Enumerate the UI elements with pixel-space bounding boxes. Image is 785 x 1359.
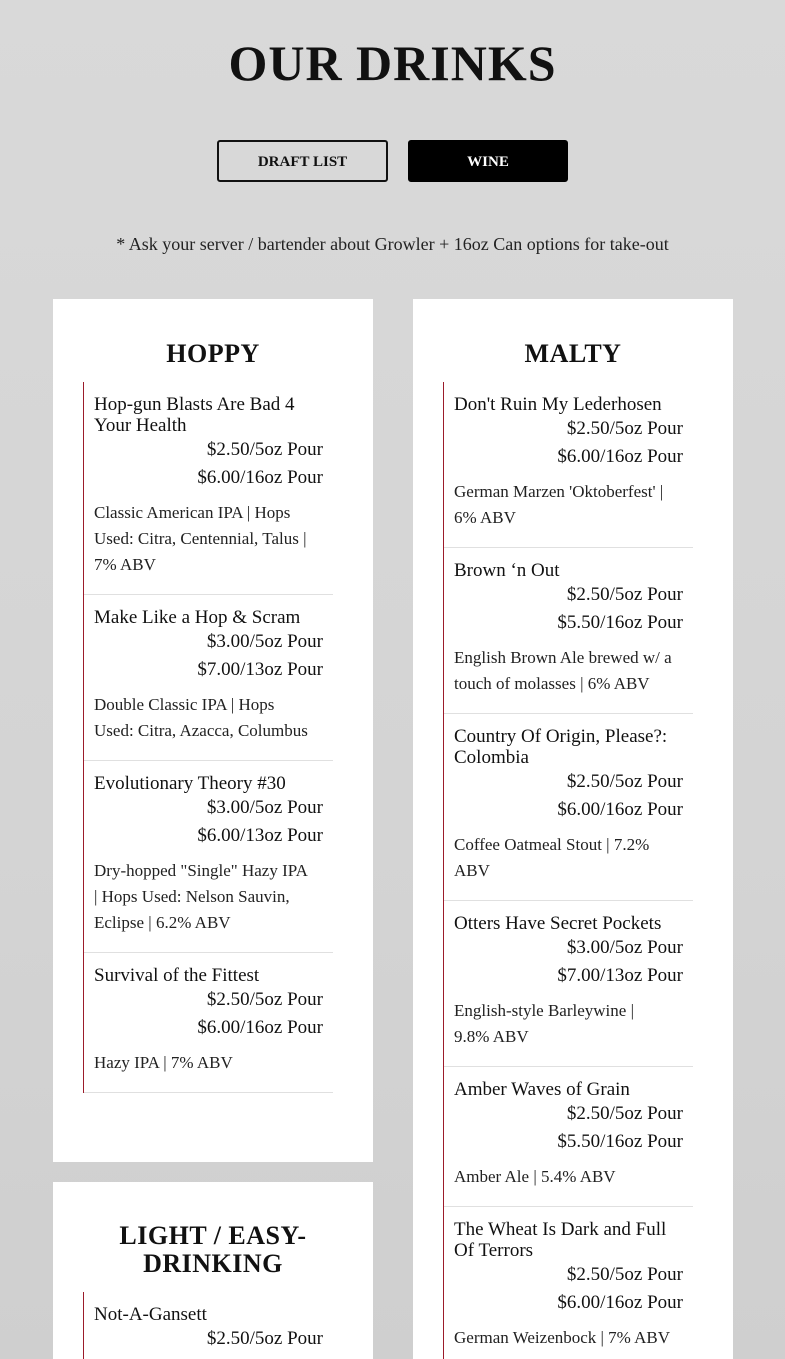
drink-price: $2.50/5oz Pour <box>206 989 323 1010</box>
drink-price: $5.50/16oz Pour <box>557 1131 683 1152</box>
drink-description: Amber Ale | 5.4% ABV <box>454 1167 616 1186</box>
drink-list-hoppy <box>83 382 333 1093</box>
drink-description: Hazy IPA | 7% ABV <box>94 1053 233 1072</box>
drink-description: English-style Barleywine | 9.8% ABV <box>454 1001 634 1046</box>
section-card-light <box>53 1182 373 1359</box>
drink-price: $2.50/5oz Pour <box>566 1103 683 1124</box>
drink-price: $2.50/5oz Pour <box>206 1328 323 1349</box>
drink-price: $6.00/16oz Pour <box>557 1292 683 1313</box>
drink-item <box>444 382 693 548</box>
drink-price: $6.00/16oz Pour <box>197 467 323 488</box>
drink-price: $6.00/13oz Pour <box>197 825 323 846</box>
drink-price: $6.00/16oz Pour <box>197 1017 323 1038</box>
drink-description: German Marzen 'Oktoberfest' | 6% ABV <box>454 482 664 527</box>
section-title-malty: MALTY <box>524 339 622 368</box>
drink-name: Amber Waves of Grain <box>454 1079 630 1100</box>
drink-item <box>84 382 333 595</box>
drink-name: Not-A-Gansett <box>94 1304 207 1325</box>
takeout-note: * Ask your server / bartender about Growler + 16oz Can options for take-out <box>116 234 669 254</box>
drink-price: $7.00/13oz Pour <box>557 965 683 986</box>
drink-item <box>444 1207 693 1359</box>
drink-name: Country Of Origin, Please?: Colombia <box>454 726 668 768</box>
drink-name: The Wheat Is Dark and Full Of Terrors <box>454 1219 667 1261</box>
page-title: OUR DRINKS <box>228 35 557 91</box>
drink-item <box>444 901 693 1067</box>
drink-item <box>84 761 333 953</box>
drink-name: Hop-gun Blasts Are Bad 4 Your Health <box>94 394 295 436</box>
section-card-malty <box>413 299 733 1359</box>
tab-wine[interactable]: WINE <box>408 140 568 182</box>
drink-name: Evolutionary Theory #30 <box>94 773 286 794</box>
drink-description: English Brown Ale brewed w/ a touch of molasses | 6% ABV <box>454 648 672 693</box>
drink-description: Classic American IPA | Hops Used: Citra, Centennial, Talus | 7% ABV <box>94 503 307 574</box>
drink-price: $7.00/13oz Pour <box>197 659 323 680</box>
drink-price: $2.50/5oz Pour <box>566 1264 683 1285</box>
drink-item <box>84 595 333 761</box>
drink-description: Dry-hopped "Single" Hazy IPA | Hops Used: Nelson Sauvin, Eclipse | 6.2% ABV <box>94 861 307 932</box>
drink-description: German Weizenbock | 7% ABV <box>454 1328 671 1347</box>
drink-item <box>444 1067 693 1207</box>
drink-price: $3.00/5oz Pour <box>206 631 323 652</box>
drink-name: Otters Have Secret Pockets <box>454 913 662 934</box>
drink-name: Don't Ruin My Lederhosen <box>454 394 662 415</box>
drink-description: Coffee Oatmeal Stout | 7.2% ABV <box>454 835 650 880</box>
drink-price: $2.50/5oz Pour <box>566 584 683 605</box>
drink-price: $2.50/5oz Pour <box>206 439 323 460</box>
drink-price: $6.00/16oz Pour <box>557 446 683 467</box>
drink-price: $3.00/5oz Pour <box>566 937 683 958</box>
drink-list-malty <box>443 382 693 1359</box>
drink-item <box>84 953 333 1093</box>
section-title-hoppy: HOPPY <box>166 339 260 368</box>
drink-description: Double Classic IPA | Hops Used: Citra, Azacca, Columbus <box>94 695 308 740</box>
drink-item <box>444 548 693 714</box>
drink-price: $5.50/16oz Pour <box>557 612 683 633</box>
drink-name: Brown ‘n Out <box>454 560 560 581</box>
tab-draft-list[interactable]: DRAFT LIST <box>217 140 388 182</box>
drink-item <box>444 714 693 901</box>
drink-price: $3.00/5oz Pour <box>206 797 323 818</box>
section-title-light: LIGHT / EASY-DRINKING <box>119 1221 307 1278</box>
section-card-hoppy <box>53 299 373 1162</box>
drink-name: Survival of the Fittest <box>94 965 260 986</box>
drink-price: $6.00/16oz Pour <box>557 799 683 820</box>
drink-name: Make Like a Hop & Scram <box>94 607 301 628</box>
drink-price: $2.50/5oz Pour <box>566 418 683 439</box>
drink-price: $2.50/5oz Pour <box>566 771 683 792</box>
drink-item <box>84 1292 333 1359</box>
drink-list-light <box>83 1292 333 1359</box>
